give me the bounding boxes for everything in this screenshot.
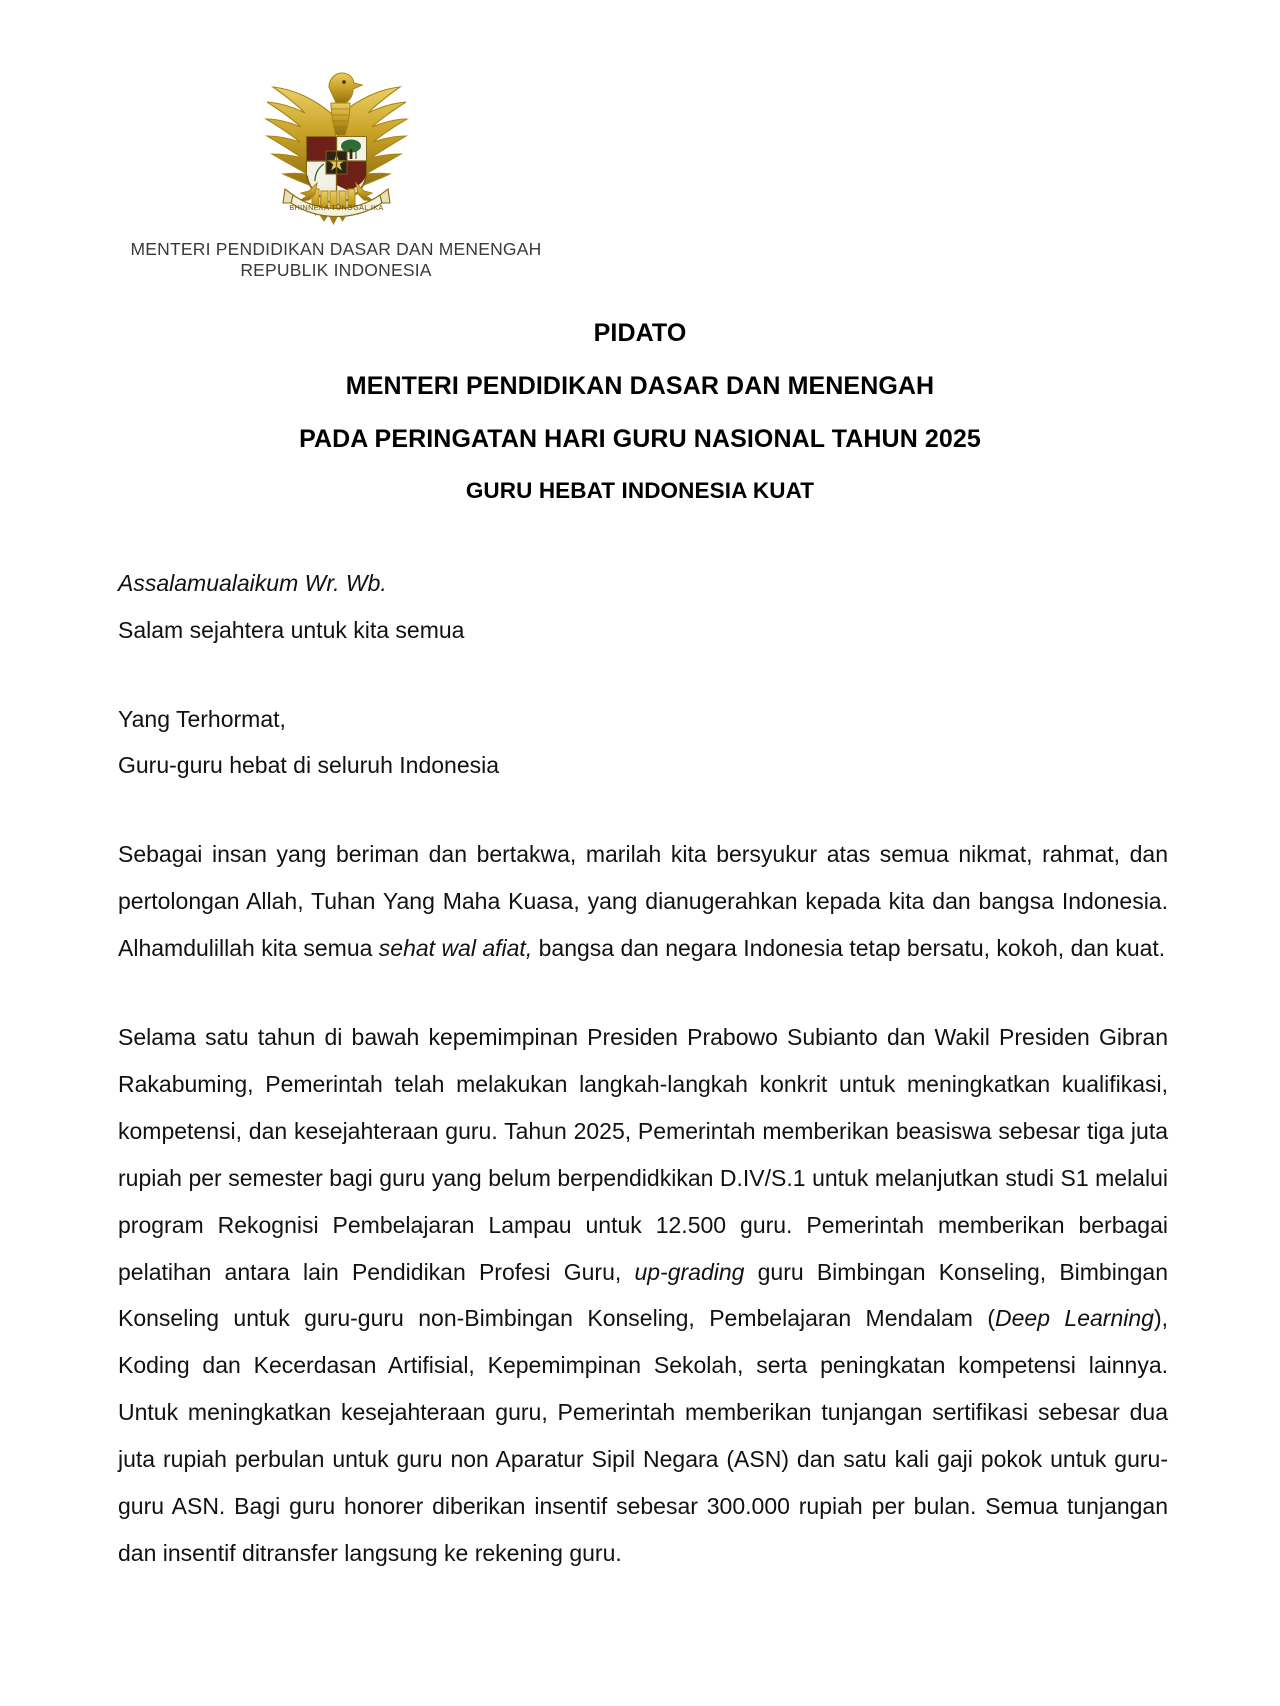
letterhead-text: [96, 239, 576, 282]
document-title-block: [0, 318, 1280, 504]
garuda-pancasila-emblem: [249, 63, 424, 233]
paragraph-gratitude: [118, 831, 1168, 972]
paragraph-programs-italic-up-grading: up-grading: [634, 1258, 745, 1285]
svg-text:BHINNEKA TUNGGAL IKA: BHINNEKA TUNGGAL IKA: [288, 203, 384, 212]
paragraph-programs-part3: ), Koding dan Kecerdasan Artifisial, Kepemimpinan Sekolah, serta peningkatan kompetensi lainnya. Untuk meningkatkan kesejahteraan guru, Pemerintah memberikan tunjangan sertifikasi sebesar dua juta rupiah perbulan untuk guru non Aparatur Sipil Negara (ASN) dan satu kali gaji pokok untuk guru-guru ASN. Bagi guru honorer diberikan insentif sebesar 300.000 rupiah per bulan. Semua tunjangan dan insentif ditransfer langsung ke rekening guru.: [118, 1305, 1168, 1566]
paragraph-gratitude-italic-sehat-wal-afiat: sehat wal afiat,: [378, 935, 533, 962]
title-line-theme: GURU HEBAT INDONESIA KUAT: [465, 477, 815, 503]
greeting-islamic: Assalamualaikum Wr. Wb.: [118, 569, 387, 596]
spacer: [118, 972, 1168, 1014]
spacer: [118, 504, 1168, 560]
paragraph-government-programs: [118, 1014, 1168, 1577]
letterhead: [96, 0, 576, 282]
title-line-occasion: PADA PERINGATAN HARI GURU NASIONAL TAHUN 2025: [299, 424, 981, 453]
paragraph-programs-italic-deep-learning: Deep Learning: [995, 1305, 1154, 1332]
title-line-ministry: MENTERI PENDIDIKAN DASAR DAN MENENGAH: [345, 371, 935, 400]
paragraph-programs-part2: guru Bimbingan Konseling, Bimbingan Konseling untuk guru-guru non-Bimbingan Konseling, Pembelajaran Mendalam (: [118, 1258, 1168, 1332]
addressee-honorific: Yang Terhormat,: [118, 705, 286, 732]
paragraph-programs-part1: Selama satu tahun di bawah kepemimpinan Presiden Prabowo Subianto dan Wakil Presiden Gibran Rakabuming, Pemerintah telah melakukan langkah-langkah konkrit untuk meningkatkan kualifikasi, kompetensi, dan kesejahteraan guru. Tahun 2025, Pemerintah memberikan beasiswa sebesar tiga juta rupiah per semester bagi guru yang belum berpendidkikan D.IV/S.1 untuk melanjutkan studi S1 melalui program Rekognisi Pembelajaran Lampau untuk 12.500 guru. Pemerintah memberikan berbagai pelatihan antara lain Pendidikan Profesi Guru,: [118, 1024, 1168, 1285]
spacer: [118, 789, 1168, 831]
greeting-general: Salam sejahtera untuk kita semua: [118, 616, 465, 643]
paragraph-gratitude-part1: Sebagai insan yang beriman dan bertakwa, marilah kita bersyukur atas semua nikmat, rahmat, dan pertolongan Allah, Tuhan Yang Maha Kuasa, yang dianugerahkan kepada kita dan bangsa Indonesia. Alhamdulillah kita semua: [118, 841, 1168, 962]
paragraph-gratitude-part2: bangsa dan negara Indonesia tetap bersatu, kokoh, dan kuat.: [532, 935, 1166, 962]
document-body: [0, 504, 1280, 1577]
spacer: [118, 654, 1168, 696]
addressee-recipient: Guru-guru hebat di seluruh Indonesia: [118, 752, 500, 779]
emblem-container: [96, 58, 576, 233]
letterhead-line-ministry: MENTERI PENDIDIKAN DASAR DAN MENENGAH: [130, 239, 542, 259]
title-line-pidato: PIDATO: [593, 318, 687, 347]
letterhead-line-country: REPUBLIK INDONESIA: [240, 260, 432, 281]
